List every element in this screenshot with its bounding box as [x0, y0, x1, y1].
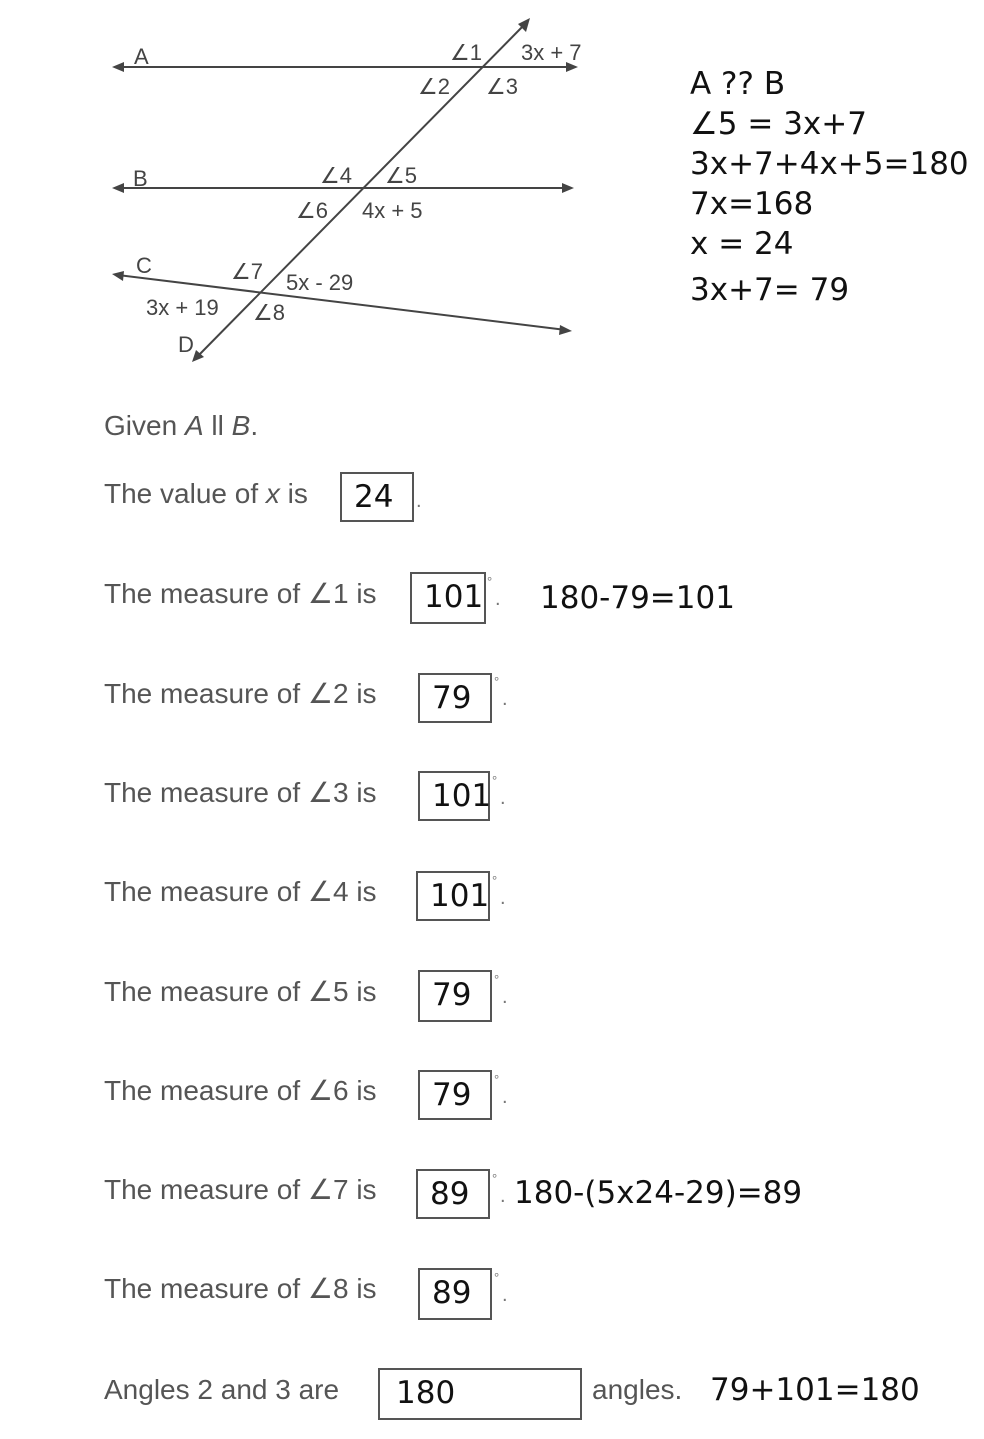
angle8-question-label: The measure of ∠8 is [104, 1273, 377, 1304]
note-line: 3x+7+4x+5=180 [690, 146, 969, 182]
angle1-answer-box[interactable]: 101 [410, 572, 486, 624]
degree-symbol: ° [492, 773, 498, 788]
x-question-suffix: is [279, 478, 308, 509]
label-angle-6: ∠6 [296, 198, 328, 223]
angle4-answer-box[interactable]: 101 [416, 871, 490, 921]
degree-symbol: ° [487, 574, 493, 589]
angle1-work-note: 180-79=101 [540, 580, 735, 616]
x-variable: x [265, 478, 280, 509]
angle4-question-label: The measure of ∠4 is [104, 876, 377, 907]
angle5-answer-box[interactable]: 79 [418, 970, 492, 1022]
given-suffix: . [250, 410, 259, 441]
degree-symbol: ° [492, 1171, 498, 1186]
x-answer-box[interactable]: 24 [340, 472, 414, 522]
given-prefix: Given [104, 410, 185, 441]
period: . [500, 887, 506, 909]
label-line-c: C [136, 253, 152, 278]
given-sep: ll [203, 410, 232, 441]
period: . [495, 588, 501, 610]
label-line-a: A [134, 44, 149, 69]
label-expr-top: 3x + 7 [521, 40, 582, 65]
angle3-question-label: The measure of ∠3 is [104, 777, 377, 808]
label-expr-mid: 4x + 5 [362, 198, 423, 223]
note-line: A ?? B [690, 66, 786, 102]
note-line: 7x=168 [690, 186, 814, 222]
label-expr-c-right: 5x - 29 [286, 270, 354, 295]
period: . [500, 787, 506, 809]
angle3-answer-box[interactable]: 101 [418, 771, 490, 821]
degree-symbol: ° [494, 674, 500, 689]
label-angle-8: ∠8 [253, 300, 285, 325]
period: . [502, 1086, 508, 1108]
degree-symbol: ° [494, 972, 500, 987]
label-angle-5: ∠5 [385, 163, 417, 188]
x-question-label [104, 478, 308, 510]
angles23-answer-box[interactable]: 180 [378, 1368, 582, 1420]
period: . [502, 1284, 508, 1306]
period: . [502, 986, 508, 1008]
angle2-question-label: The measure of ∠2 is [104, 678, 377, 709]
period: . [500, 1185, 506, 1207]
angles23-suffix: angles. [592, 1374, 683, 1405]
label-angle-3: ∠3 [486, 74, 518, 99]
note-line: 3x+7= 79 [690, 272, 850, 308]
note-line: x = 24 [690, 226, 794, 262]
angle1-question-label: The measure of ∠1 is [104, 578, 377, 609]
arrow-right-b [562, 183, 574, 193]
angle6-answer-box[interactable]: 79 [418, 1070, 492, 1120]
given-statement [104, 410, 258, 442]
given-b: B [231, 410, 251, 441]
work-notes [690, 64, 969, 310]
angle5-question-label: The measure of ∠5 is [104, 976, 377, 1007]
degree-symbol: ° [492, 873, 498, 888]
angle2-answer-box[interactable]: 79 [418, 673, 492, 723]
degree-symbol: ° [494, 1072, 500, 1087]
label-angle-1: ∠1 [450, 40, 482, 65]
arrow-right-c [559, 325, 572, 335]
line-d [196, 22, 527, 358]
label-angle-2: ∠2 [418, 74, 450, 99]
angles23-work-note: 79+101=180 [710, 1372, 920, 1408]
label-line-b: B [133, 166, 148, 191]
period: . [502, 688, 508, 710]
label-line-d: D [178, 332, 194, 357]
given-a: A [184, 410, 204, 441]
angle7-answer-box[interactable]: 89 [416, 1169, 490, 1219]
angles23-question-label: Angles 2 and 3 are [104, 1374, 340, 1405]
angle6-question-label: The measure of ∠6 is [104, 1075, 377, 1106]
angle7-work-note: 180-(5x24-29)=89 [514, 1175, 803, 1211]
period: . [416, 490, 422, 512]
label-angle-7: ∠7 [231, 259, 263, 284]
degree-symbol: ° [494, 1270, 500, 1285]
label-expr-c-left: 3x + 19 [146, 295, 219, 320]
x-question-prefix: The value of [104, 478, 266, 509]
label-angle-4: ∠4 [320, 163, 352, 188]
arrow-left-a [112, 62, 124, 72]
angle8-answer-box[interactable]: 89 [418, 1268, 492, 1320]
arrow-left-b [112, 183, 124, 193]
arrow-left-c [112, 271, 124, 281]
angle7-question-label: The measure of ∠7 is [104, 1174, 377, 1205]
note-line: ∠5 = 3x+7 [690, 106, 867, 142]
